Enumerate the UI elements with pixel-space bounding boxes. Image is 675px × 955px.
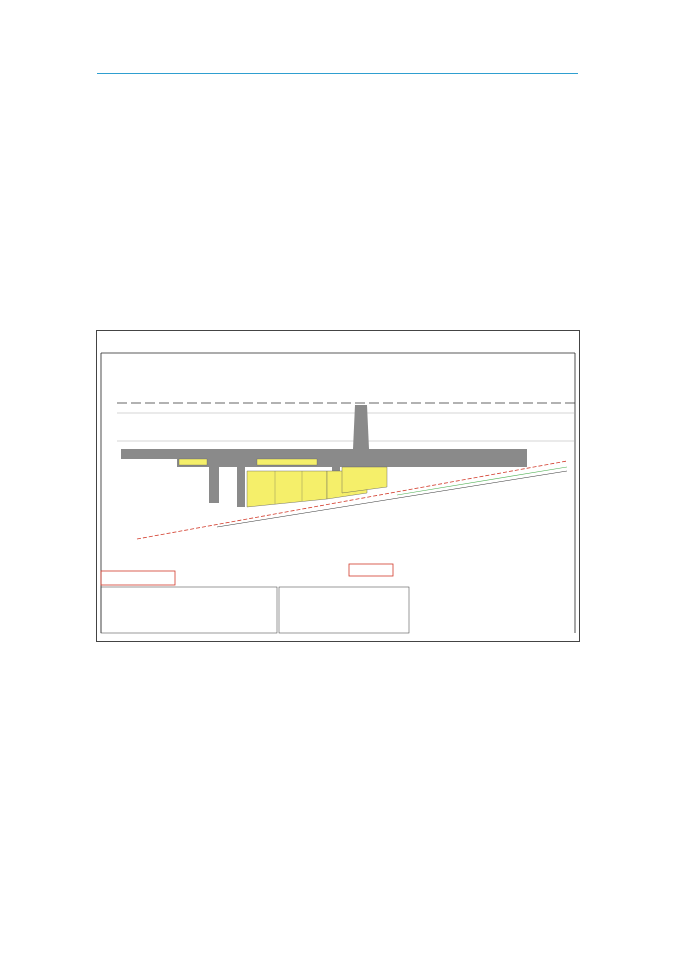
plan-drawing — [97, 331, 579, 641]
header-rule — [97, 73, 578, 74]
page-header — [97, 56, 578, 70]
legend-box — [279, 587, 409, 633]
notes-box — [101, 587, 277, 633]
draft-stamp — [349, 564, 393, 576]
taxiway-connector — [353, 405, 369, 449]
precinct-plan-figure — [96, 330, 580, 642]
da-stamp — [101, 571, 175, 585]
